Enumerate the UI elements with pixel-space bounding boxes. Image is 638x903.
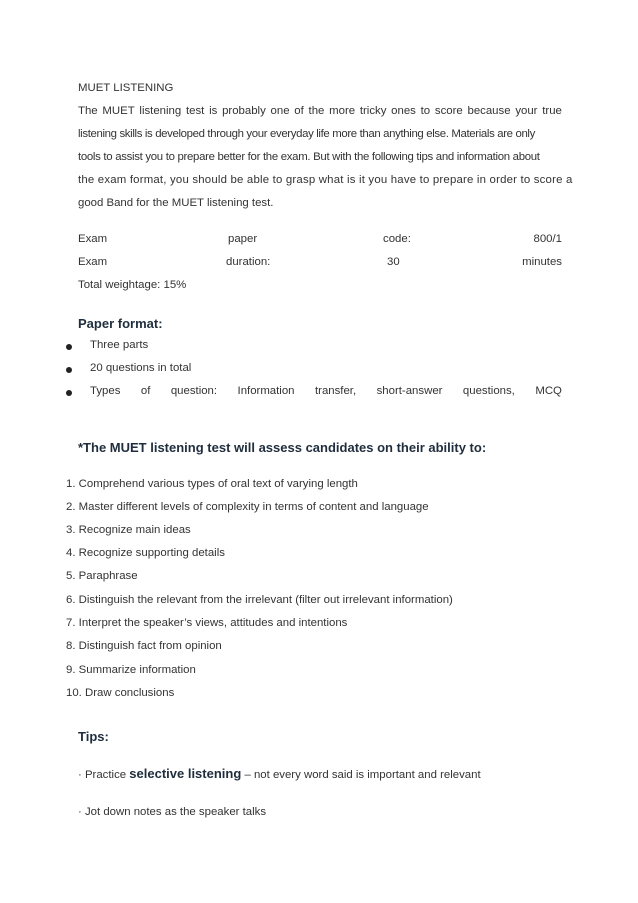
exam-duration-label: Exam xyxy=(78,256,108,268)
exam-duration-unit: minutes xyxy=(522,256,562,268)
intro-line-1 xyxy=(78,105,562,117)
word: is xyxy=(209,105,218,117)
list-item xyxy=(66,640,222,652)
doc-title: MUET LISTENING xyxy=(78,82,174,94)
item-number: 4. xyxy=(66,547,76,559)
weightage: Total weightage: 15% xyxy=(78,279,187,291)
word: your xyxy=(515,105,538,117)
intro-line-4: the exam format, you should be able to grasp what is it you have to prepare in order to score a xyxy=(78,174,573,186)
exam-code-value: 800/1 xyxy=(533,233,562,245)
item-number: 9. xyxy=(66,664,76,676)
word: test xyxy=(185,105,205,117)
word: question: xyxy=(170,385,218,397)
item-number: 7. xyxy=(66,617,76,629)
word: MUET xyxy=(102,105,135,117)
item-text: Comprehend various types of oral text of varying length xyxy=(78,478,358,490)
list-item xyxy=(66,547,225,559)
item-number: 6. xyxy=(66,594,76,606)
intro-line-2: listening skills is developed through your everyday life more than anything else. Materials are only xyxy=(78,128,535,140)
format-item: 20 questions in total xyxy=(90,362,192,374)
list-item xyxy=(66,501,429,513)
bullet-icon xyxy=(66,344,72,350)
word: The xyxy=(78,105,98,117)
exam-code-word: paper xyxy=(228,233,258,245)
item-text: Summarize information xyxy=(78,664,196,676)
item-text: Distinguish fact from opinion xyxy=(78,640,222,652)
word: ones xyxy=(391,105,416,117)
word: short-answer xyxy=(376,385,443,397)
bullet-icon xyxy=(66,367,72,373)
word: MCQ xyxy=(535,385,562,397)
tips-heading: Tips: xyxy=(78,729,109,744)
intro-line-3: tools to assist you to prepare better for the exam. But with the following tips and information about xyxy=(78,151,540,163)
item-number: 3. xyxy=(66,524,76,536)
list-item xyxy=(66,664,196,676)
word: because xyxy=(467,105,511,117)
word: tricky xyxy=(359,105,387,117)
word: questions, xyxy=(462,385,515,397)
item-text: Distinguish the relevant from the irrelevant (filter out irrelevant information) xyxy=(78,594,453,606)
word: one xyxy=(270,105,290,117)
bullet-icon xyxy=(66,390,72,396)
word: transfer, xyxy=(314,385,357,397)
list-item xyxy=(66,617,347,629)
list-item xyxy=(66,594,453,606)
assess-heading: *The MUET listening test will assess candidates on their ability to: xyxy=(78,440,487,455)
tip-prefix: · Practice xyxy=(78,769,130,781)
word: more xyxy=(329,105,356,117)
word: Types xyxy=(90,385,121,397)
item-number: 10. xyxy=(66,687,82,699)
tip-item xyxy=(78,766,481,781)
tip-highlight: selective listening xyxy=(129,766,242,781)
question-types-row xyxy=(90,385,562,397)
word: the xyxy=(308,105,325,117)
word: listening xyxy=(139,105,182,117)
exam-duration-value: 30 xyxy=(387,256,400,268)
item-number: 8. xyxy=(66,640,76,652)
item-text: Recognize supporting details xyxy=(78,547,225,559)
list-item xyxy=(66,570,138,582)
paper-format-heading: Paper format: xyxy=(78,316,163,331)
item-text: Paraphrase xyxy=(78,570,138,582)
list-item xyxy=(66,478,358,490)
item-text: Draw conclusions xyxy=(85,687,175,699)
intro-line-5: good Band for the MUET listening test. xyxy=(78,197,274,209)
item-text: Interpret the speaker’s views, attitudes and intentions xyxy=(78,617,348,629)
word: score xyxy=(434,105,463,117)
list-item xyxy=(66,524,191,536)
item-number: 5. xyxy=(66,570,76,582)
word: of xyxy=(140,385,151,397)
word: of xyxy=(294,105,304,117)
format-item: Three parts xyxy=(90,339,149,351)
tip-text: – not every word said is important and relevant xyxy=(241,769,481,781)
tip-item: · Jot down notes as the speaker talks xyxy=(78,806,267,818)
item-number: 2. xyxy=(66,501,76,513)
exam-code-colon: code: xyxy=(383,233,411,245)
item-text: Recognize main ideas xyxy=(78,524,191,536)
exam-duration-word: duration: xyxy=(226,256,271,268)
item-text: Master different levels of complexity in terms of content and language xyxy=(78,501,429,513)
word: Information xyxy=(237,385,295,397)
word: to xyxy=(420,105,431,117)
exam-code-label: Exam xyxy=(78,233,108,245)
item-number: 1. xyxy=(66,478,76,490)
list-item xyxy=(66,687,174,699)
word: true xyxy=(542,105,562,117)
word: probably xyxy=(222,105,266,117)
